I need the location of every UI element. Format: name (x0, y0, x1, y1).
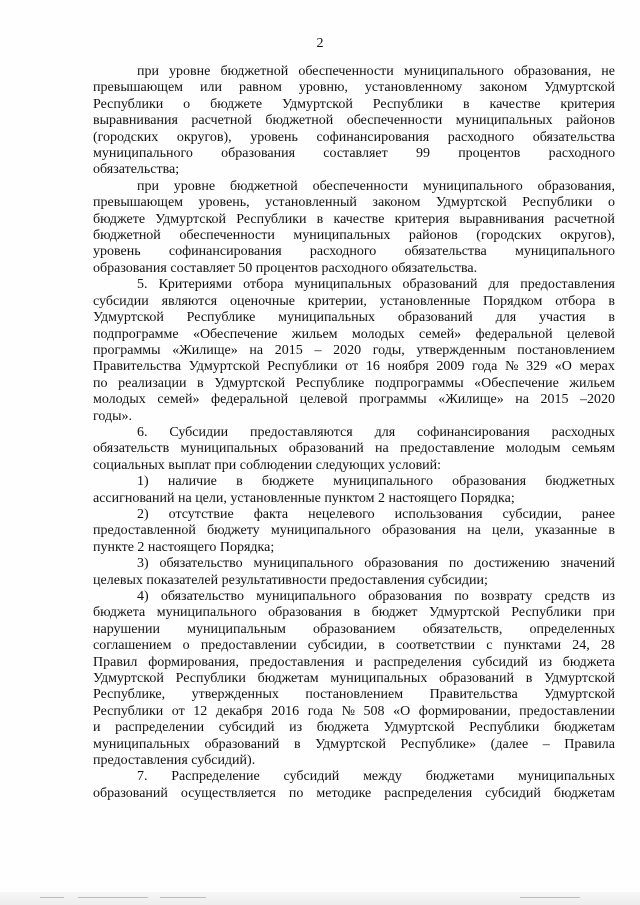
text-line: программы «Жилище» на 2015 – 2020 годы, утвержденным постановлением (93, 342, 615, 358)
text-line: бюджетной обеспеченности муниципальных районов (городских округов), (93, 228, 615, 244)
text-line: соглашением о предоставлении субсидии, в соответствии с пунктами 24, 28 (93, 638, 615, 654)
text-line: Правительства Удмуртской Республики от 16 ноября 2009 года № 329 «О мерах (93, 359, 615, 375)
text-line: Республике, утвержденных постановлением Правительства Удмуртской (93, 687, 615, 703)
text-line: пункте 2 настоящего Порядка; (93, 539, 275, 555)
text-line: по реализации в Удмуртской Республике подпрограммы «Обеспечение жильем (93, 375, 615, 391)
text-line: муниципального образования составляет 99 процентов расходного (93, 146, 615, 162)
text-line: при уровне бюджетной обеспеченности муниципального образования, не (137, 64, 615, 79)
scan-bottom-edge (0, 892, 640, 905)
text-line: предоставленной бюджету муниципального образования на цели, указанные в (93, 523, 615, 539)
text-line: 5. Критериями отбора муниципальных образований для предоставления (137, 277, 615, 293)
text-line: при уровне бюджетной обеспеченности муниципального образования, (137, 178, 615, 194)
text-line: 4) обязательство муниципального образования по возврату средств из (137, 589, 615, 604)
paragraph-c1 (93, 474, 615, 507)
page-number: 2 (316, 36, 324, 51)
text-line: ассигнований на цели, установленные пунктом 2 настоящего Порядка; (93, 490, 515, 506)
paragraph-p7 (93, 769, 615, 802)
text-line: Правил формирования, предоставления и распределения субсидий из бюджета (93, 654, 615, 670)
text-line: 2) отсутствие факта нецелевого использования субсидии, ранее (137, 506, 615, 522)
text-line: превышающем или равном уровню, установленному законом Удмуртской (93, 80, 615, 96)
paragraph-p2 (93, 179, 615, 277)
paragraph-p6 (93, 425, 615, 474)
text-line: нарушении муниципальным образованием обязательств, определенных (93, 621, 615, 637)
text-line: социальных выплат при соблюдении следующих условий: (93, 457, 442, 473)
document-body (93, 64, 615, 802)
text-line: подпрограмме «Обеспечение жильем молодых семей» федеральной целевой (93, 326, 615, 342)
text-line: муниципальных образований в Удмуртской Республике» (далее – Правила (93, 736, 615, 752)
text-line: целевых показателей результативности предоставления субсидии; (93, 572, 488, 588)
text-line: бюджета муниципального образования в бюджет Удмуртской Республики при (93, 605, 615, 621)
text-line: Удмуртской Республике муниципальных образований для участия в (93, 310, 615, 326)
text-line: годы». (93, 408, 133, 424)
text-line: Республики о бюджете Удмуртской Республики в качестве критерия (93, 96, 615, 112)
paragraph-p5 (93, 277, 615, 425)
text-line: Удмуртской Республики бюджетам муниципальных образований в Удмуртской (93, 671, 615, 687)
paragraph-c3 (93, 556, 615, 589)
paragraph-c4 (93, 589, 615, 769)
text-line: образования составляет 50 процентов расходного обязательства. (93, 260, 478, 276)
text-line: выравнивания расчетной бюджетной обеспеченности муниципальных районов (93, 113, 615, 129)
text-line: бюджете Удмуртской Республики в качестве критерия выравнивания расчетной (93, 211, 615, 227)
paragraph-c2 (93, 507, 615, 556)
text-line: обязательства; (93, 162, 180, 178)
text-line: молодых семей» федеральной целевой программы «Жилище» на 2015 –2020 (93, 392, 615, 408)
text-line: и распределении субсидий из бюджета Удмуртской Республики бюджетам (93, 720, 615, 736)
text-line: субсидии являются оценочные критерии, установленные Порядком отбора в (93, 293, 615, 309)
text-line: уровень софинансирования расходного обязательства муниципального (93, 244, 615, 260)
text-line: 1) наличие в бюджете муниципального образования бюджетных (137, 474, 615, 490)
text-line: 3) обязательство муниципального образования по достижению значений (137, 556, 615, 572)
text-line: предоставления субсидий). (93, 753, 256, 769)
text-line: обязательств муниципальных образований на предоставление молодым семьям (93, 441, 615, 457)
text-line: Республики от 12 декабря 2016 года № 508 «О формировании, предоставлении (93, 703, 615, 719)
paragraph-p1 (93, 64, 615, 179)
text-line: образований осуществляется по методике распределения субсидий бюджетам (93, 785, 615, 801)
text-line: 7. Распределение субсидий между бюджетами муниципальных (137, 769, 615, 785)
text-line: превышающем уровень, установленный законом Удмуртской Республики о (93, 195, 615, 211)
text-line: (городских округов), уровень софинансирования расходного обязательства (93, 129, 615, 145)
text-line: 6. Субсидии предоставляются для софинансирования расходных (137, 424, 615, 440)
